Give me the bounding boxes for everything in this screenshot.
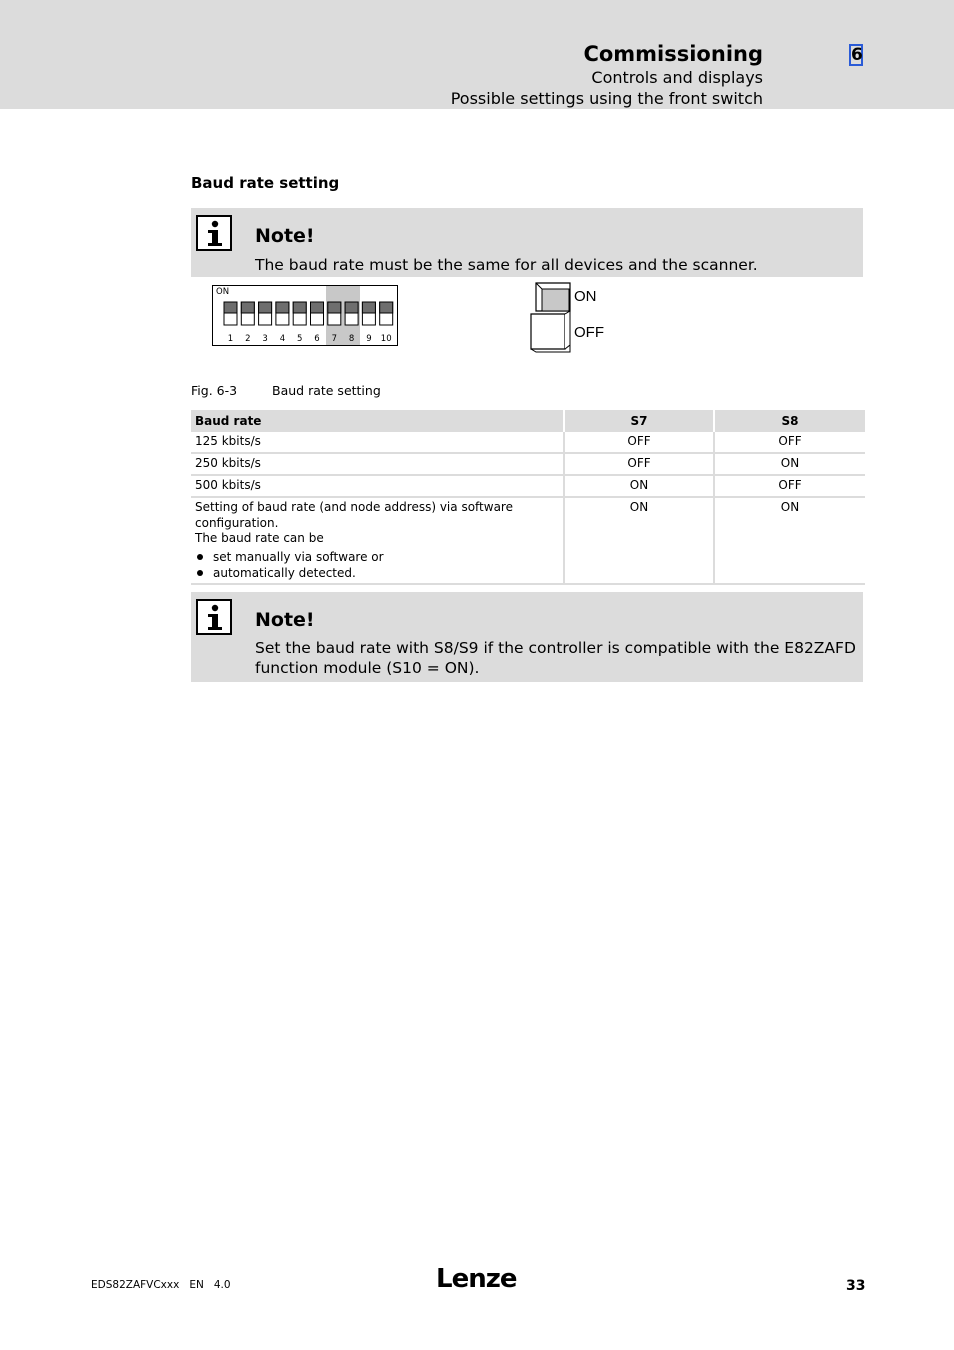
cell-rate: 500 kbits/s bbox=[191, 476, 565, 498]
footer-doc-id: EDS82ZAFVCxxx EN 4.0 bbox=[91, 1279, 231, 1291]
section-heading: Baud rate setting bbox=[191, 174, 340, 192]
cell-s8: ON bbox=[715, 498, 865, 585]
dip-switch-knob-2 bbox=[241, 302, 254, 313]
software-bullet-list bbox=[195, 549, 559, 581]
switch-legend-diagram bbox=[528, 281, 618, 355]
dip-switch-diagram bbox=[211, 284, 401, 350]
info-icon bbox=[196, 599, 232, 635]
info-icon bbox=[196, 215, 232, 251]
note-box-1 bbox=[191, 208, 863, 277]
header-baud-rate: Baud rate bbox=[191, 410, 565, 432]
header-s8: S8 bbox=[715, 410, 865, 432]
switch-on-position bbox=[542, 289, 569, 311]
dip-switch-knob-7 bbox=[328, 302, 341, 313]
cell-s7: OFF bbox=[565, 454, 715, 476]
table-row bbox=[191, 476, 865, 498]
chapter-badge: 6 bbox=[851, 45, 863, 65]
note-text-2 bbox=[255, 638, 859, 678]
table-row bbox=[191, 432, 865, 454]
dip-number-9: 9 bbox=[366, 334, 372, 344]
baud-rate-table bbox=[191, 410, 865, 585]
cell-rate-software bbox=[191, 498, 565, 585]
dip-number-4: 4 bbox=[279, 334, 286, 344]
cell-s8: OFF bbox=[715, 476, 865, 498]
dip-switch-knob-6 bbox=[311, 302, 324, 313]
note-text-1: The baud rate must be the same for all devices and the scanner. bbox=[255, 256, 758, 274]
note-title-1: Note! bbox=[255, 225, 315, 247]
dip-number-10: 10 bbox=[380, 334, 392, 344]
figure-caption-text: Baud rate setting bbox=[272, 383, 381, 398]
table-row bbox=[191, 498, 865, 585]
page-number: 33 bbox=[846, 1278, 866, 1294]
dip-switch-knob-9 bbox=[362, 302, 375, 313]
cell-s8: OFF bbox=[715, 432, 865, 454]
cell-s7: OFF bbox=[565, 432, 715, 454]
cell-rate: 250 kbits/s bbox=[191, 454, 565, 476]
list-item: automatically detected. bbox=[195, 565, 559, 581]
note-box-2 bbox=[191, 592, 863, 682]
dip-number-3: 3 bbox=[262, 334, 268, 344]
software-line-1: Setting of baud rate (and node address) via software bbox=[195, 500, 513, 514]
page-subtitle-2: Possible settings using the front switch bbox=[450, 89, 763, 108]
note-text-2-line-1: Set the baud rate with S8/S9 if the controller is compatible with the E82ZAFD bbox=[255, 639, 856, 657]
cell-s7: ON bbox=[565, 498, 715, 585]
dip-number-8: 8 bbox=[348, 334, 355, 344]
dip-switch-knob-4 bbox=[276, 302, 289, 313]
cell-rate: 125 kbits/s bbox=[191, 432, 565, 454]
cell-s7: ON bbox=[565, 476, 715, 498]
software-line-3: The baud rate can be bbox=[195, 531, 324, 545]
dip-on-label: ON bbox=[216, 287, 230, 297]
legend-on-label: ON bbox=[574, 288, 597, 305]
dip-switch-knob-5 bbox=[293, 302, 306, 313]
dip-number-6: 6 bbox=[314, 334, 320, 344]
figure-caption-label: Fig. 6-3 bbox=[191, 383, 238, 398]
note-text-2-line-2: function module (S10 = ON). bbox=[255, 659, 480, 677]
page-subtitle-1: Controls and displays bbox=[591, 68, 763, 87]
software-line-2: configuration. bbox=[195, 515, 279, 530]
page-title: Commissioning bbox=[583, 42, 763, 66]
dip-switch-knob-3 bbox=[259, 302, 272, 313]
dip-switch-knob-10 bbox=[380, 302, 393, 313]
legend-off-label: OFF bbox=[574, 324, 604, 341]
table-header-row bbox=[191, 410, 865, 432]
dip-number-1: 1 bbox=[227, 334, 234, 344]
dip-switch-knob-1 bbox=[224, 302, 237, 313]
lenze-logo: Lenze bbox=[436, 1264, 517, 1294]
table-row bbox=[191, 454, 865, 476]
header-s7: S7 bbox=[565, 410, 715, 432]
note-title-2: Note! bbox=[255, 609, 315, 631]
list-item: set manually via software or bbox=[195, 549, 559, 565]
dip-switch-knob-8 bbox=[345, 302, 358, 313]
dip-number-7: 7 bbox=[331, 334, 338, 344]
cell-s8: ON bbox=[715, 454, 865, 476]
dip-number-2: 2 bbox=[245, 334, 251, 344]
dip-number-5: 5 bbox=[296, 334, 303, 344]
switch-off-position bbox=[531, 314, 565, 349]
